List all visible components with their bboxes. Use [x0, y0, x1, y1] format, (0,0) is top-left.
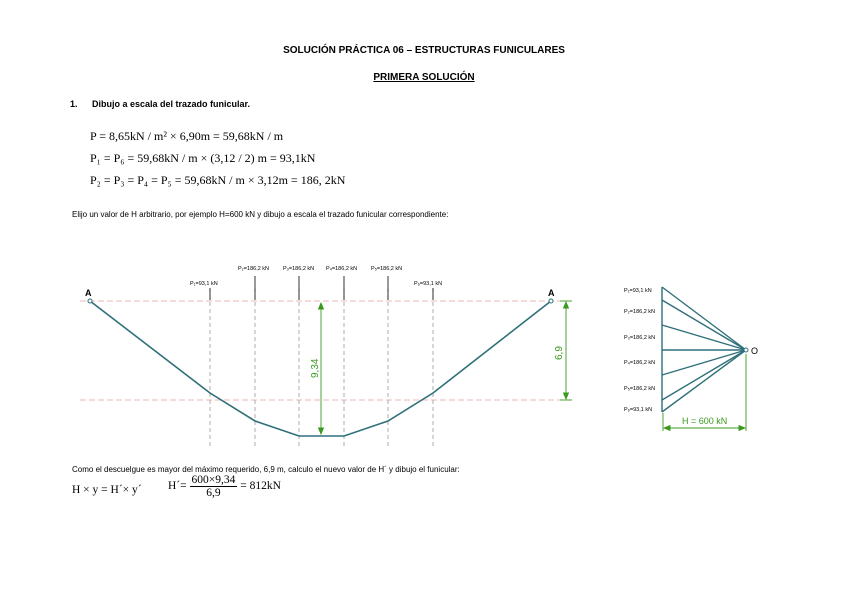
h-dimension-label: H = 600 kN — [682, 416, 728, 426]
force-label-4: P₄=186,2 kN — [624, 360, 656, 366]
force-label-3: P₃=186,2 kN — [624, 335, 656, 341]
force-label-2: P₂=186,2 kN — [624, 309, 656, 315]
equation-h-prime — [168, 474, 281, 499]
document-subtitle: PRIMERA SOLUCIÓN — [373, 72, 475, 83]
support-right-label: A — [548, 288, 555, 298]
load-label-6: P₆=93,1 kN — [414, 281, 443, 287]
sag-arrow-top — [319, 303, 324, 309]
sag-dimension-label: 9,34 — [310, 358, 321, 378]
equation-h-prime-rhs: = 812kN — [240, 480, 281, 493]
load-label-5: P₅=186,2 kN — [371, 266, 403, 272]
equation-inner-loads: P₂ = P₃ = P₄ = P₅ = 59,68kN / m × 3,12m = 186, 2kN — [90, 173, 346, 187]
support-left-node — [88, 299, 92, 303]
load-label-4: P₄=186,2 kN — [326, 266, 358, 272]
equation-load-per-meter: P = 8,65kN / m² × 6,90m = 59,68kN / m — [90, 129, 284, 143]
sag-arrow-bottom — [319, 428, 324, 434]
limit-dimension-label: 6,9 — [554, 346, 565, 360]
equation-end-loads: P₁ = P₆ = 59,68kN / m × (3,12 / 2) m = 93,1kN — [90, 151, 316, 165]
load-label-3: P₃=186,2 kN — [283, 266, 315, 272]
section-number: 1. — [70, 99, 78, 109]
force-label-1: P₁=93,1 kN — [624, 288, 652, 294]
limit-arrow-top — [564, 302, 569, 308]
force-ray-1 — [662, 300, 746, 350]
load-label-2: P₂=186,2 kN — [238, 266, 270, 272]
equation-h-prime-denominator: 6,9 — [206, 487, 221, 499]
pole-label: O — [751, 346, 759, 356]
section-title: Dibujo a escala del trazado funicular. — [92, 99, 251, 109]
force-ray-6 — [662, 350, 746, 412]
equation-h-product: H × y = H´× y´ — [72, 484, 142, 496]
support-left-label: A — [85, 288, 92, 298]
force-ray-4 — [662, 350, 746, 375]
paragraph-arbitrary-h: Elijo un valor de H arbitrario, por ejemplo H=600 kN y dibujo a escala el trazado funicular correspondiente: — [72, 210, 449, 219]
load-label-1: P₁=93,1 kN — [190, 281, 218, 287]
equation-h-prime-numerator: 600×9,34 — [191, 474, 236, 486]
force-ray-5 — [662, 350, 746, 400]
paragraph-new-h: Como el descuelgue es mayor del máximo requerido, 6,9 m, calculo el nuevo valor de H´ y dibujo el funicular: — [72, 465, 460, 474]
pole-node — [744, 348, 748, 352]
force-label-6: P₆=93,1 kN — [624, 407, 653, 413]
force-ray-0 — [662, 287, 746, 350]
equation-h-prime-lhs: H´= — [168, 480, 187, 493]
force-ray-2 — [662, 325, 746, 350]
limit-arrow-bottom — [564, 393, 569, 399]
h-arrow-right — [739, 426, 745, 431]
h-arrow-left — [664, 426, 670, 431]
equation-h-prime-fraction — [190, 474, 238, 499]
force-label-5: P₅=186,2 kN — [624, 386, 656, 392]
support-right-node — [549, 299, 553, 303]
document-title: SOLUCIÓN PRÁCTICA 06 – ESTRUCTURAS FUNICULARES — [283, 45, 565, 56]
